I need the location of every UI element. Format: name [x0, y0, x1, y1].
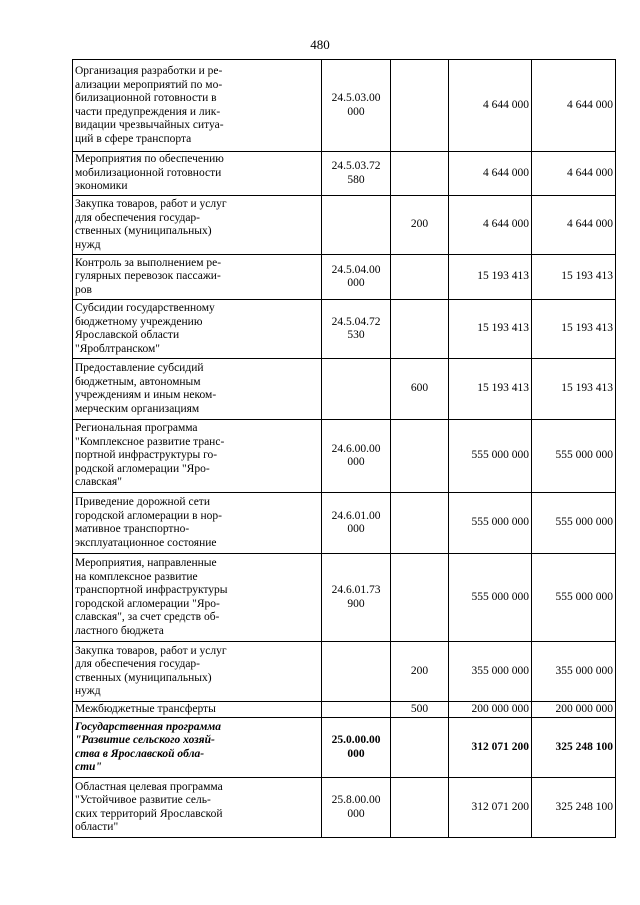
row-amount-year2: 4 644 000: [532, 196, 616, 255]
row-code: [322, 702, 391, 718]
row-amount-year1: 15 193 413: [449, 300, 532, 359]
row-amount-year1: 312 071 200: [449, 718, 532, 778]
row-code: 25.8.00.00 000: [322, 778, 391, 838]
row-name: Межбюджетные трансферты: [73, 702, 322, 718]
row-amount-year1: 15 193 413: [449, 255, 532, 300]
row-code: 24.6.01.00 000: [322, 493, 391, 554]
table-row: [73, 255, 616, 300]
row-expense-type: 500: [391, 702, 449, 718]
row-amount-year1: 15 193 413: [449, 359, 532, 420]
row-code: 24.5.03.00 000: [322, 60, 391, 152]
row-name: Предоставление субсидий бюджетным, автономным учреждениям и иным неком- мерческим организациям: [73, 359, 322, 420]
row-expense-type: [391, 152, 449, 196]
row-expense-type: [391, 493, 449, 554]
row-name: Контроль за выполнением ре- гулярных перевозок пассажи- ров: [73, 255, 322, 300]
row-amount-year2: 555 000 000: [532, 493, 616, 554]
row-name: Закупка товаров, работ и услуг для обеспечения государ- ственных (муниципальных) нужд: [73, 642, 322, 702]
row-amount-year1: 555 000 000: [449, 493, 532, 554]
row-amount-year2: 325 248 100: [532, 778, 616, 838]
table-row: [73, 196, 616, 255]
row-expense-type: [391, 255, 449, 300]
row-code: 24.6.00.00 000: [322, 420, 391, 493]
table-row: [73, 702, 616, 718]
row-amount-year1: 555 000 000: [449, 554, 532, 642]
row-expense-type: 200: [391, 642, 449, 702]
row-amount-year2: 4 644 000: [532, 60, 616, 152]
row-name: Региональная программа "Комплексное развитие транс- портной инфраструктуры го- родской агломерации "Яро- славская": [73, 420, 322, 493]
row-code: [322, 642, 391, 702]
table-row: [73, 300, 616, 359]
table-row: [73, 60, 616, 152]
row-name: Мероприятия, направленные на комплексное развитие транспортной инфраструктуры городской агломерации "Яро- славская", за счет средств об- ластного бюджета: [73, 554, 322, 642]
table-row: [73, 642, 616, 702]
row-expense-type: [391, 718, 449, 778]
row-code: 24.5.04.72 530: [322, 300, 391, 359]
table-row: [73, 420, 616, 493]
row-code: [322, 196, 391, 255]
row-amount-year1: 200 000 000: [449, 702, 532, 718]
row-name: Субсидии государственному бюджетному учреждению Ярославской области "Яроблтранском": [73, 300, 322, 359]
row-amount-year2: 4 644 000: [532, 152, 616, 196]
row-code: 24.6.01.73 900: [322, 554, 391, 642]
budget-table: [72, 59, 616, 838]
table-row: [73, 152, 616, 196]
row-amount-year2: 325 248 100: [532, 718, 616, 778]
row-amount-year1: 4 644 000: [449, 196, 532, 255]
row-amount-year2: 15 193 413: [532, 359, 616, 420]
row-amount-year2: 15 193 413: [532, 255, 616, 300]
row-expense-type: [391, 60, 449, 152]
row-code: 25.0.00.00 000: [322, 718, 391, 778]
row-code: 24.5.03.72 580: [322, 152, 391, 196]
table-row-program: [73, 718, 616, 778]
row-amount-year1: 355 000 000: [449, 642, 532, 702]
row-amount-year2: 200 000 000: [532, 702, 616, 718]
row-amount-year2: 555 000 000: [532, 420, 616, 493]
row-name: Закупка товаров, работ и услуг для обеспечения государ- ственных (муниципальных) нужд: [73, 196, 322, 255]
row-amount-year2: 555 000 000: [532, 554, 616, 642]
row-amount-year1: 312 071 200: [449, 778, 532, 838]
page-number: 480: [310, 37, 330, 52]
row-amount-year2: 355 000 000: [532, 642, 616, 702]
row-amount-year2: 15 193 413: [532, 300, 616, 359]
table-row: [73, 554, 616, 642]
row-name: Организация разработки и ре- ализации мероприятий по мо- билизационной готовности в части предупреждения и лик- видации чрезвычайных ситуа- ций в сфере транспорта: [73, 60, 322, 152]
table-row: [73, 359, 616, 420]
table-row: [73, 493, 616, 554]
row-code: 24.5.04.00 000: [322, 255, 391, 300]
row-expense-type: [391, 300, 449, 359]
table-row: [73, 778, 616, 838]
row-expense-type: [391, 420, 449, 493]
row-name: Мероприятия по обеспечению мобилизационной готовности экономики: [73, 152, 322, 196]
row-expense-type: [391, 778, 449, 838]
row-amount-year1: 4 644 000: [449, 152, 532, 196]
row-amount-year1: 4 644 000: [449, 60, 532, 152]
row-expense-type: 600: [391, 359, 449, 420]
row-expense-type: [391, 554, 449, 642]
row-amount-year1: 555 000 000: [449, 420, 532, 493]
row-name: Приведение дорожной сети городской агломерации в нор- мативное транспортно- эксплуатационное состояние: [73, 493, 322, 554]
row-expense-type: 200: [391, 196, 449, 255]
row-name: Государственная программа "Развитие сельского хозяй- ства в Ярославской обла- сти": [73, 718, 322, 778]
row-name: Областная целевая программа "Устойчивое развитие сель- ских территорий Ярославской области": [73, 778, 322, 838]
row-code: [322, 359, 391, 420]
